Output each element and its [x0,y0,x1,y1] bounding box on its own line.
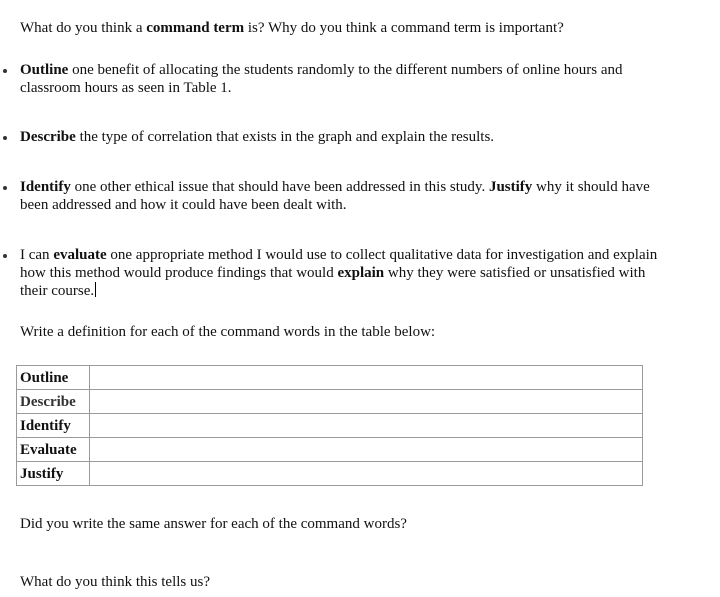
bullet-evaluate-text-2: why they were satisfied or unsatisfied with their course. [20,265,646,299]
table-word-cell: Outline [17,366,90,390]
bullet-outline [20,61,660,97]
bullet-describe-text: the type of correlation that exists in the graph and explain the results. [75,129,495,145]
table-row [17,414,643,438]
intro-bold-command-term: command term [146,20,245,36]
table-word-cell: Evaluate [17,438,90,462]
table-row [17,462,643,486]
table-definition-cell[interactable] [90,462,643,486]
bullet-evaluate[interactable] [20,246,660,300]
bullet-describe-term: Describe [20,129,76,145]
table-row [17,390,643,414]
intro-question [20,19,660,37]
table-word-cell: Justify [17,462,90,486]
bullet-dot-1 [3,69,7,73]
question-same-answer: Did you write the same answer for each of the command words? [20,516,407,532]
bullet-identify [20,178,660,214]
bullet-outline-term: Outline [20,62,69,78]
table-definition-cell[interactable] [90,438,643,462]
table-word-cell: Describe [17,390,90,414]
bullet-outline-text: one benefit of allocating the students randomly to the different numbers of online hours and classroom hours as seen in Table 1. [20,62,623,96]
table-row [17,438,643,462]
intro-text-2: is? Why do you think a command term is important? [244,20,564,36]
text-cursor [95,282,96,297]
bullet-explain-term: explain [337,265,385,281]
bullet-dot-4 [3,254,7,258]
table-definition-cell[interactable] [90,414,643,438]
bullet-identify-text: one other ethical issue that should have been addressed in this study. [70,179,489,195]
bullet-evaluate-lead: I can [20,247,54,263]
bullet-evaluate-text: one appropriate method I would use to collect qualitative data for investigation and explain how this method would produce findings that would [20,247,658,281]
table-word-cell: Identify [17,414,90,438]
bullet-describe [20,128,660,146]
bullet-identify-term: Identify [20,179,71,195]
table-row [17,366,643,390]
command-words-table [16,365,643,486]
table-definition-cell[interactable] [90,390,643,414]
bullet-dot-2 [3,136,7,140]
table-definition-cell[interactable] [90,366,643,390]
bullet-dot-3 [3,186,7,190]
table-instruction: Write a definition for each of the command words in the table below: [20,324,436,340]
intro-text-1: What do you think a [20,20,147,36]
bullet-evaluate-term: evaluate [53,247,107,263]
bullet-justify-term: Justify [488,179,533,195]
question-what-tells-us: What do you think this tells us? [20,574,210,590]
bullet-justify-text: why it should have been addressed and how it could have been dealt with. [20,179,650,213]
